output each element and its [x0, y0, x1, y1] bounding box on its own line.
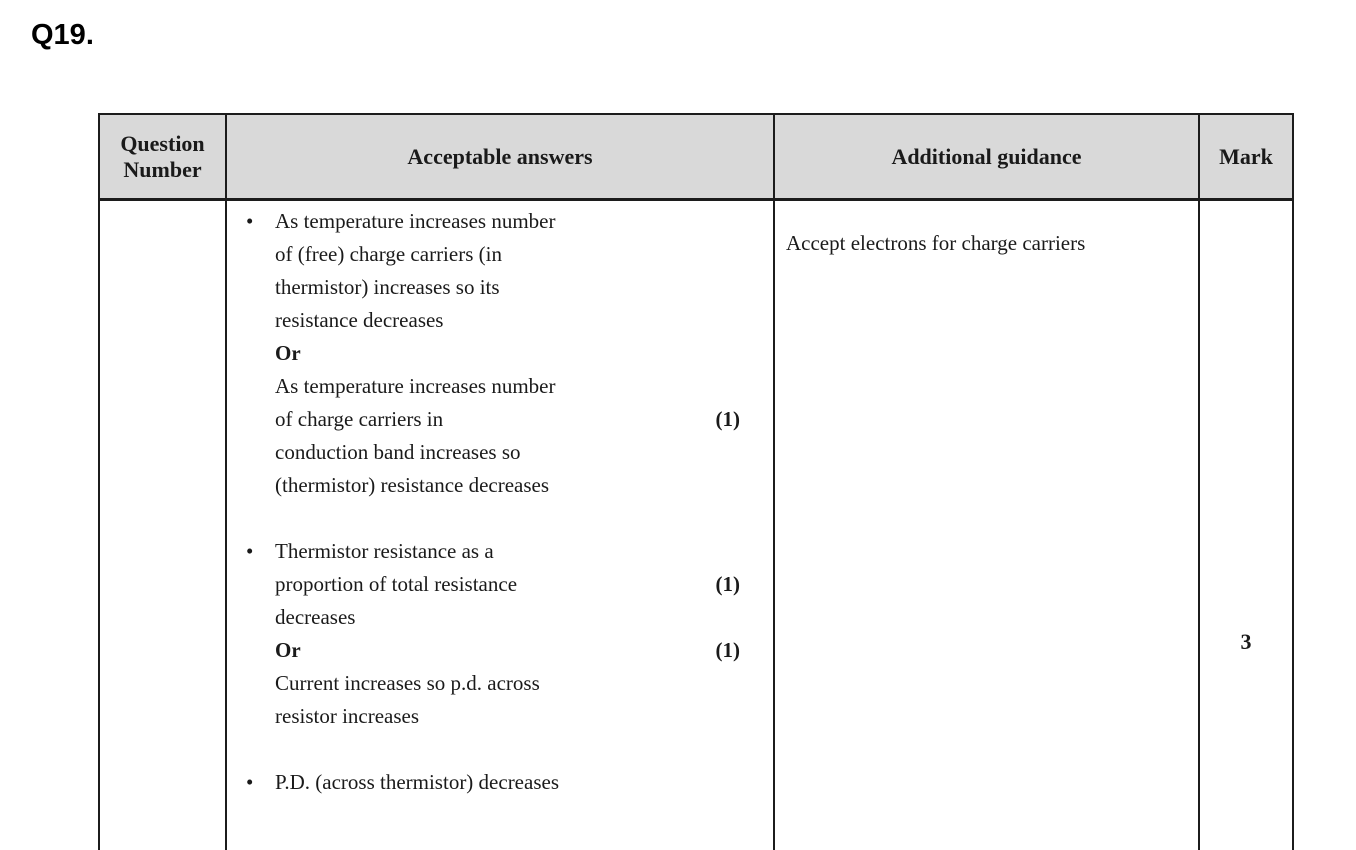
answer-text: proportion of total resistance — [275, 572, 518, 596]
answer-line — [227, 634, 773, 667]
answer-text: decreases — [275, 605, 356, 629]
cell-mark — [1199, 200, 1293, 850]
answer-line — [227, 271, 773, 304]
answer-text: (thermistor) resistance decreases — [275, 473, 550, 497]
bullet-icon: • — [246, 770, 254, 794]
bullet-icon: • — [246, 539, 254, 563]
answer-text: of charge carriers in — [275, 407, 444, 431]
answer-text: resistance decreases — [275, 308, 444, 332]
answer-text: resistor increases — [275, 704, 420, 728]
answer-text: Thermistor resistance as a — [275, 539, 494, 563]
mark-point-badge: (1) — [715, 572, 740, 596]
guidance-text: Accept electrons for charge carriers — [786, 231, 1086, 255]
question-label: Q19. — [31, 19, 94, 51]
col-header-additional-guidance: Additional guidance — [774, 114, 1199, 200]
answer-text: Or — [275, 341, 301, 365]
header-row — [99, 114, 1293, 200]
answer-line — [227, 403, 773, 436]
answer-line — [227, 700, 773, 733]
cell-additional-guidance — [774, 200, 1199, 850]
answer-text: As temperature increases number — [275, 209, 556, 233]
answer-line — [227, 205, 773, 238]
col-header-question-number: Question Number — [99, 114, 226, 200]
answer-line — [227, 568, 773, 601]
col-header-mark: Mark — [1199, 114, 1293, 200]
bullet-icon: • — [246, 209, 254, 233]
table-row — [99, 200, 1293, 850]
answer-text: Or — [275, 638, 301, 662]
answer-text: conduction band increases so — [275, 440, 521, 464]
answer-text: As temperature increases number — [275, 374, 556, 398]
mark-point-badge: (1) — [715, 638, 740, 662]
answer-line — [227, 436, 773, 469]
cell-acceptable-answers — [226, 200, 774, 850]
answer-line — [227, 667, 773, 700]
answer-text: of (free) charge carriers (in — [275, 242, 502, 266]
cell-question-number — [99, 200, 226, 850]
answer-text: thermistor) increases so its — [275, 275, 500, 299]
answer-line — [227, 370, 773, 403]
answer-line-spacer — [227, 733, 773, 766]
answer-line — [227, 469, 773, 502]
answer-line — [227, 601, 773, 634]
mark-value: 3 — [1240, 629, 1252, 654]
col-header-acceptable-answers: Acceptable answers — [226, 114, 774, 200]
answer-line — [227, 766, 773, 799]
answer-line — [227, 535, 773, 568]
answer-line — [227, 304, 773, 337]
answer-text: P.D. (across thermistor) decreases — [275, 770, 559, 794]
mark-scheme-table — [98, 113, 1294, 850]
mark-point-badge: (1) — [715, 407, 740, 431]
answer-text: Current increases so p.d. across — [275, 671, 540, 695]
answer-line-spacer — [227, 502, 773, 535]
answer-line — [227, 238, 773, 271]
answer-line — [227, 337, 773, 370]
